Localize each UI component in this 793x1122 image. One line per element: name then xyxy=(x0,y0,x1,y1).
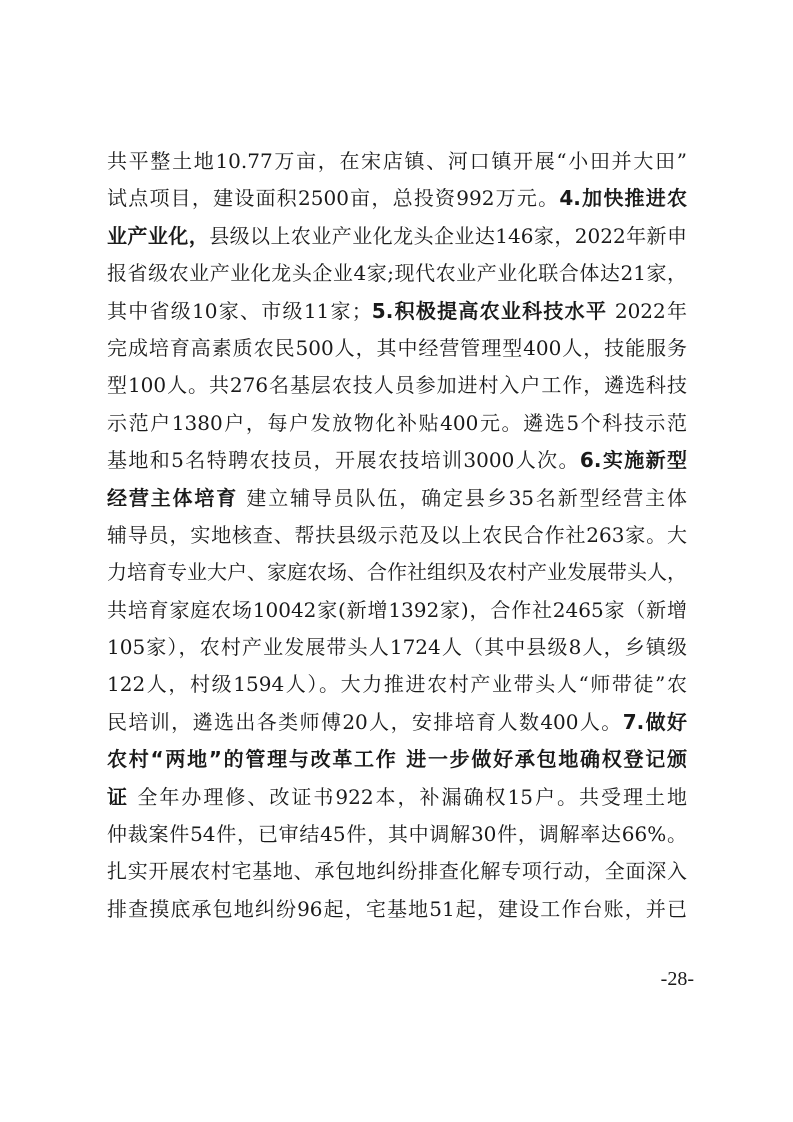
body-text-run: 扎实开展农村宅基地、承包地纠纷排查化解专项行动，全面深入 xyxy=(107,859,687,884)
text-line xyxy=(107,143,687,180)
text-line xyxy=(107,517,687,554)
text-line xyxy=(107,666,687,703)
body-text-run: 其中省级10家、市级11家； xyxy=(107,298,372,323)
body-text-run: 122人，村级1594人）。大力推进农村产业带头人“师带徒”农 xyxy=(107,672,687,697)
body-text-run: 报省级农业产业化龙头企业4家;现代农业产业化联合体达21家， xyxy=(107,261,687,286)
body-text-run: 105家），农村产业发展带头人1724人（其中县级8人，乡镇级 xyxy=(107,635,687,660)
body-text-run: 辅导员，实地核查、帮扶县级示范及以上农民合作社263家。大 xyxy=(107,522,687,547)
text-line xyxy=(107,704,687,741)
bold-heading-text: 业产业化， xyxy=(107,223,210,248)
body-text-run: 型100人。共276名基层农技人员参加进村入户工作，遴选科技 xyxy=(107,373,687,398)
text-line xyxy=(107,330,687,367)
text-line xyxy=(107,480,687,517)
body-text-run: 仲裁案件54件，已审结45件，其中调解30件，调解率达66%。 xyxy=(107,822,687,847)
bold-heading-text: 6.实施新型 xyxy=(579,448,687,473)
bold-heading-text: 农村“两地”的管理与改革工作 进一步做好承包地确权登记颁 xyxy=(107,747,687,772)
body-text-run: 建立辅导员队伍，确定县乡35名新型经营主体 xyxy=(238,485,687,510)
body-text-run: 完成培育高素质农民500人，其中经营管理型400人，技能服务 xyxy=(107,335,687,360)
body-text-run: 全年办理修、改证书922本，补漏确权15户。共受理土地 xyxy=(129,784,688,809)
body-text-run: 排查摸底承包地纠纷96起，宅基地51起，建设工作台账，并已 xyxy=(107,896,687,921)
body-text-run: 试点项目，建设面积2500亩，总投资992万元。 xyxy=(107,186,560,211)
text-line xyxy=(107,218,687,255)
bold-heading-text: 7.做好 xyxy=(622,709,688,734)
body-text xyxy=(107,143,687,928)
text-line xyxy=(107,779,687,816)
body-text-run: 民培训，遴选出各类师傅20人，安排培育人数400人。 xyxy=(107,709,623,734)
text-line xyxy=(107,741,687,778)
text-line xyxy=(107,180,687,217)
text-line xyxy=(107,629,687,666)
body-text-run: 基地和5名特聘农技员，开展农技培训3000人次。 xyxy=(107,448,580,473)
bold-heading-text: 5.积极提高农业科技水平 xyxy=(371,298,608,323)
body-text-run: 共平整土地10.77万亩，在宋店镇、河口镇开展“小田并大田” xyxy=(107,149,687,173)
text-line xyxy=(107,554,687,591)
text-line xyxy=(107,442,687,479)
body-text-run: 县级以上农业产业化龙头企业达146家，2022年新申 xyxy=(209,223,687,248)
body-text-run: 共培育家庭农场10042家(新增1392家)，合作社2465家（新增 xyxy=(107,597,687,622)
text-line xyxy=(107,891,687,928)
text-line xyxy=(107,293,687,330)
body-text-run: 示范户1380户，每户发放物化补贴400元。遴选5个科技示范 xyxy=(107,410,687,435)
text-line xyxy=(107,816,687,853)
text-line xyxy=(107,367,687,404)
body-text-run: 力培育专业大户、家庭农场、合作社组织及农村产业发展带头人， xyxy=(107,560,687,585)
page-number: -28- xyxy=(660,968,694,990)
text-line xyxy=(107,853,687,890)
text-line xyxy=(107,405,687,442)
bold-heading-text: 4.加快推进农 xyxy=(559,186,687,211)
body-text-run: 2022年 xyxy=(607,298,688,323)
text-line xyxy=(107,592,687,629)
bold-heading-text: 证 xyxy=(107,784,130,809)
text-line xyxy=(107,255,687,292)
bold-heading-text: 经营主体培育 xyxy=(107,485,239,510)
